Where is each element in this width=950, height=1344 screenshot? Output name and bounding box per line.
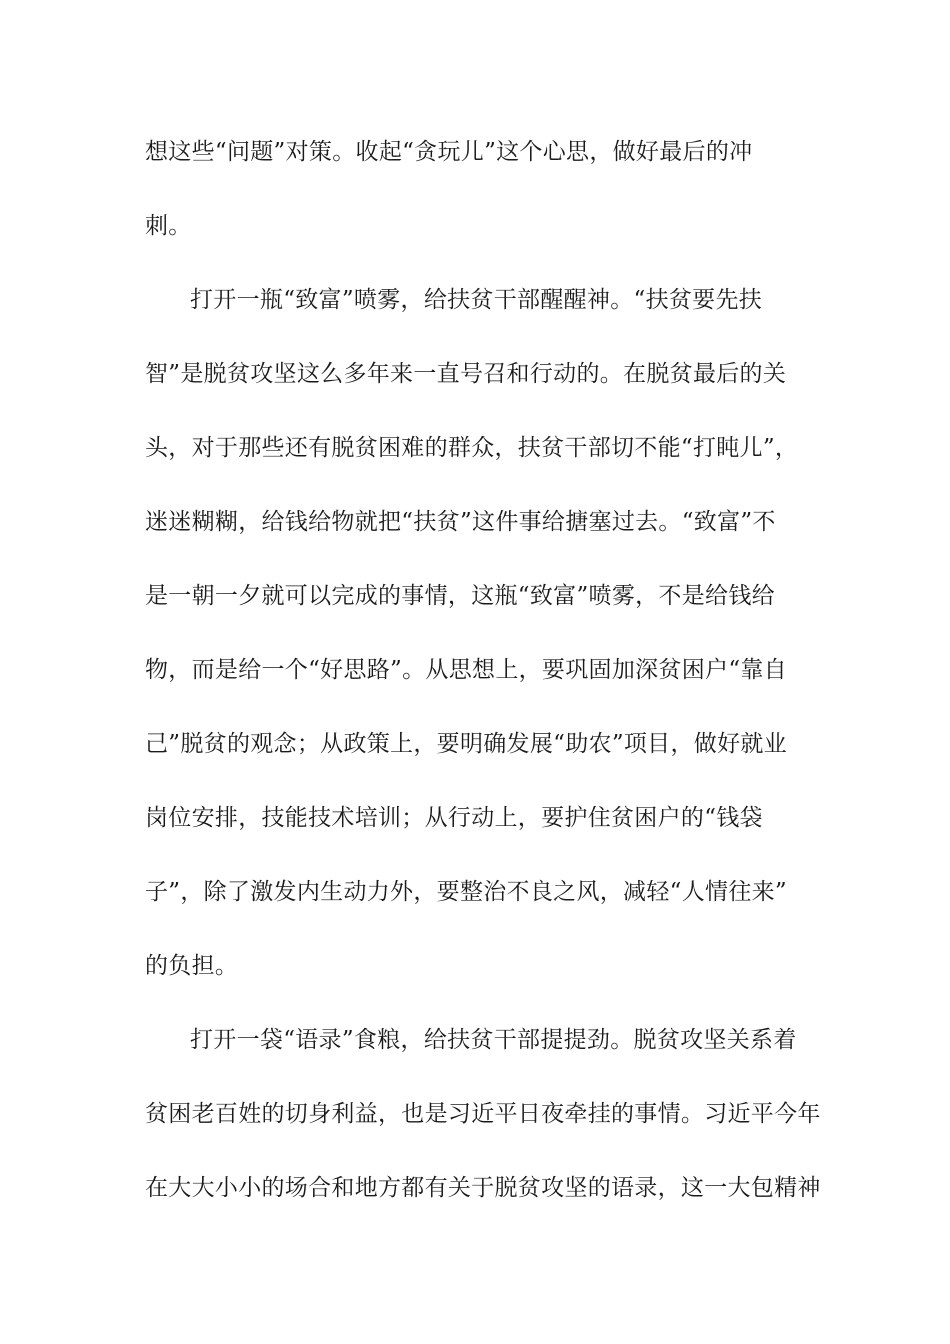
text-line-6: 迷迷糊糊，给钱给物就把“扶贫”这件事给搪塞过去。“致富”不 (145, 509, 776, 535)
text-line-8: 物，而是给一个“好思路”。从思想上，要巩固加深贫困户“靠自 (145, 657, 787, 683)
text-line-9: 己”脱贫的观念；从政策上，要明确发展“助农”项目，做好就业 (145, 731, 787, 757)
text-line-14: 贫困老百姓的切身利益，也是习近平日夜牵挂的事情。习近平今年 (145, 1101, 821, 1127)
text-line-5: 头，对于那些还有脱贫困难的群众，扶贫干部切不能“打盹儿”， (145, 435, 799, 461)
text-line-12: 的负担。 (145, 953, 239, 979)
text-line-10: 岗位安排，技能技术培训；从行动上，要护住贫困户的“钱袋 (145, 805, 763, 831)
text-line-1: 想这些“问题”对策。收起“贪玩儿”这个心思，做好最后的冲 (145, 139, 753, 165)
text-line-13: 打开一袋“语录”食粮，给扶贫干部提提劲。脱贫攻坚关系着 (190, 1027, 797, 1053)
text-line-2: 刺。 (145, 213, 192, 239)
text-line-15: 在大大小小的场合和地方都有关于脱贫攻坚的语录，这一大包精神 (145, 1175, 821, 1201)
text-line-7: 是一朝一夕就可以完成的事情，这瓶“致富”喷雾，不是给钱给 (145, 583, 775, 609)
text-line-11: 子”，除了激发内生动力外，要整治不良之风，减轻“人情往来” (145, 879, 787, 905)
text-line-3: 打开一瓶“致富”喷雾，给扶贫干部醒醒神。“扶贫要先扶 (190, 287, 763, 313)
text-line-4: 智”是脱贫攻坚这么多年来一直号召和行动的。在脱贫最后的关 (145, 361, 787, 387)
